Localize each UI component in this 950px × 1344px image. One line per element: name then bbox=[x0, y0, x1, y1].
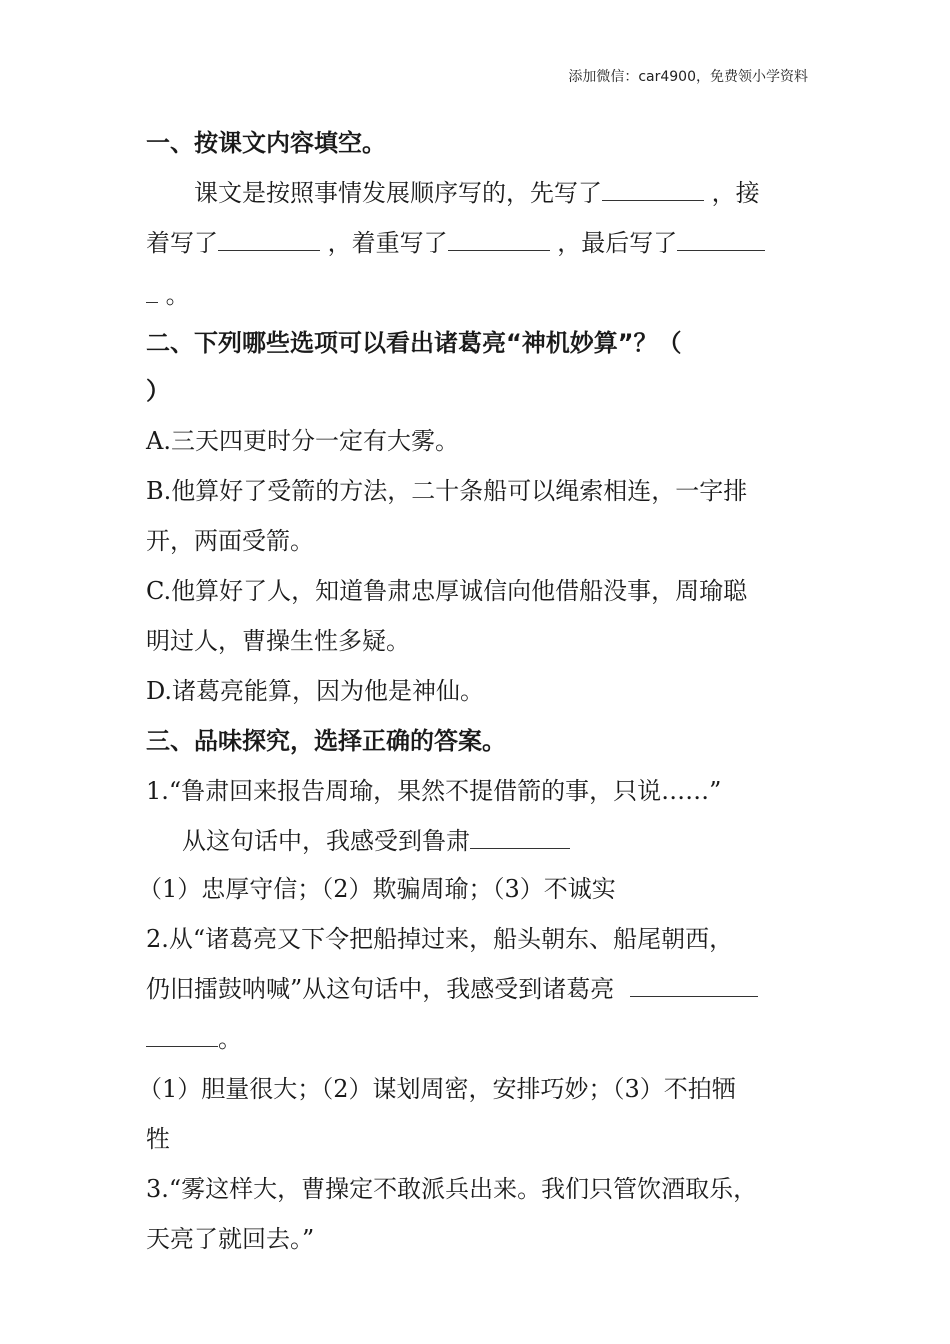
section1-title: 一、按课文内容填空。 bbox=[146, 129, 386, 157]
blank-then[interactable] bbox=[218, 222, 320, 251]
section3-q2-text-line2 bbox=[146, 964, 758, 1014]
section3-q2-text-line1: 2.从“诸葛亮又下令把船掉过来，船头朝东、船尾朝西， bbox=[146, 925, 734, 953]
section3-q2-choices-line2: 牲 bbox=[146, 1125, 170, 1153]
section3-q2-choices-line1: （1）胆量很大；（2）谋划周密，安排巧妙；（3）不拍牺 bbox=[138, 1075, 736, 1103]
section2-option-b-line1: B.他算好了受箭的方法，二十条船可以绳索相连，一字排 bbox=[146, 477, 748, 505]
section2-option-a: A.三天四更时分一定有大雾。 bbox=[146, 427, 459, 455]
blank-q2-cont[interactable] bbox=[146, 1018, 218, 1047]
section3-q3-text-line1: 3.“雾这样大，曹操定不敢派兵出来。我们只管饮酒取乐， bbox=[146, 1175, 758, 1203]
section1-line3 bbox=[146, 270, 190, 320]
section2-option-d: D.诸葛亮能算，因为他是神仙。 bbox=[146, 677, 485, 705]
section1-line2 bbox=[146, 218, 765, 268]
section3-q3-text-line2: 天亮了就回去。” bbox=[146, 1225, 315, 1253]
section1-line2-text-c: ，最后写了 bbox=[557, 229, 678, 257]
blank-last-cont[interactable] bbox=[146, 274, 158, 303]
blank-q1[interactable] bbox=[470, 820, 570, 849]
section2-option-b-line2: 开，两面受箭。 bbox=[146, 527, 314, 555]
section2-option-c-line2: 明过人，曹操生性多疑。 bbox=[146, 627, 410, 655]
blank-last[interactable] bbox=[677, 222, 765, 251]
blank-focus[interactable] bbox=[448, 222, 550, 251]
section3-q1-prompt: 从这句话中，我感受到鲁肃 bbox=[182, 827, 470, 855]
section2-title: 二、下列哪些选项可以看出诸葛亮“神机妙算”？（ bbox=[146, 329, 682, 357]
section3-q1-prompt-line bbox=[146, 816, 570, 866]
section1-line2-text-a: 着写了 bbox=[146, 229, 218, 257]
header-note: 添加微信：car4900，免费领小学资料 bbox=[568, 69, 808, 85]
section3-title: 三、品味探究，选择正确的答案。 bbox=[146, 727, 506, 755]
section3-q1-choices: （1）忠厚守信；（2）欺骗周瑜；（3）不诚实 bbox=[138, 875, 616, 903]
section3-q2-text-2: 仍旧擂鼓呐喊”从这句话中，我感受到诸葛亮 bbox=[146, 975, 615, 1003]
section1-line3-text-b: 。 bbox=[165, 281, 190, 309]
section1-line1 bbox=[146, 168, 760, 218]
section1-line1-text-a: 课文是按照事情发展顺序写的，先写了 bbox=[194, 179, 602, 207]
blank-q2[interactable] bbox=[630, 968, 758, 997]
section1-line2-text-b: ，着重写了 bbox=[327, 229, 448, 257]
blank-first[interactable] bbox=[602, 172, 704, 201]
section3-q2-text-line3 bbox=[146, 1014, 242, 1064]
section1-line1-text-b: ，接 bbox=[711, 179, 760, 207]
section2-title-cont: ） bbox=[146, 377, 170, 405]
section3-q2-text-3-end: 。 bbox=[218, 1025, 242, 1053]
section2-option-c-line1: C.他算好了人，知道鲁肃忠厚诚信向他借船没事，周瑜聪 bbox=[146, 577, 748, 605]
section3-q1-text: 1.“鲁肃回来报告周瑜，果然不提借箭的事，只说……” bbox=[146, 777, 722, 805]
